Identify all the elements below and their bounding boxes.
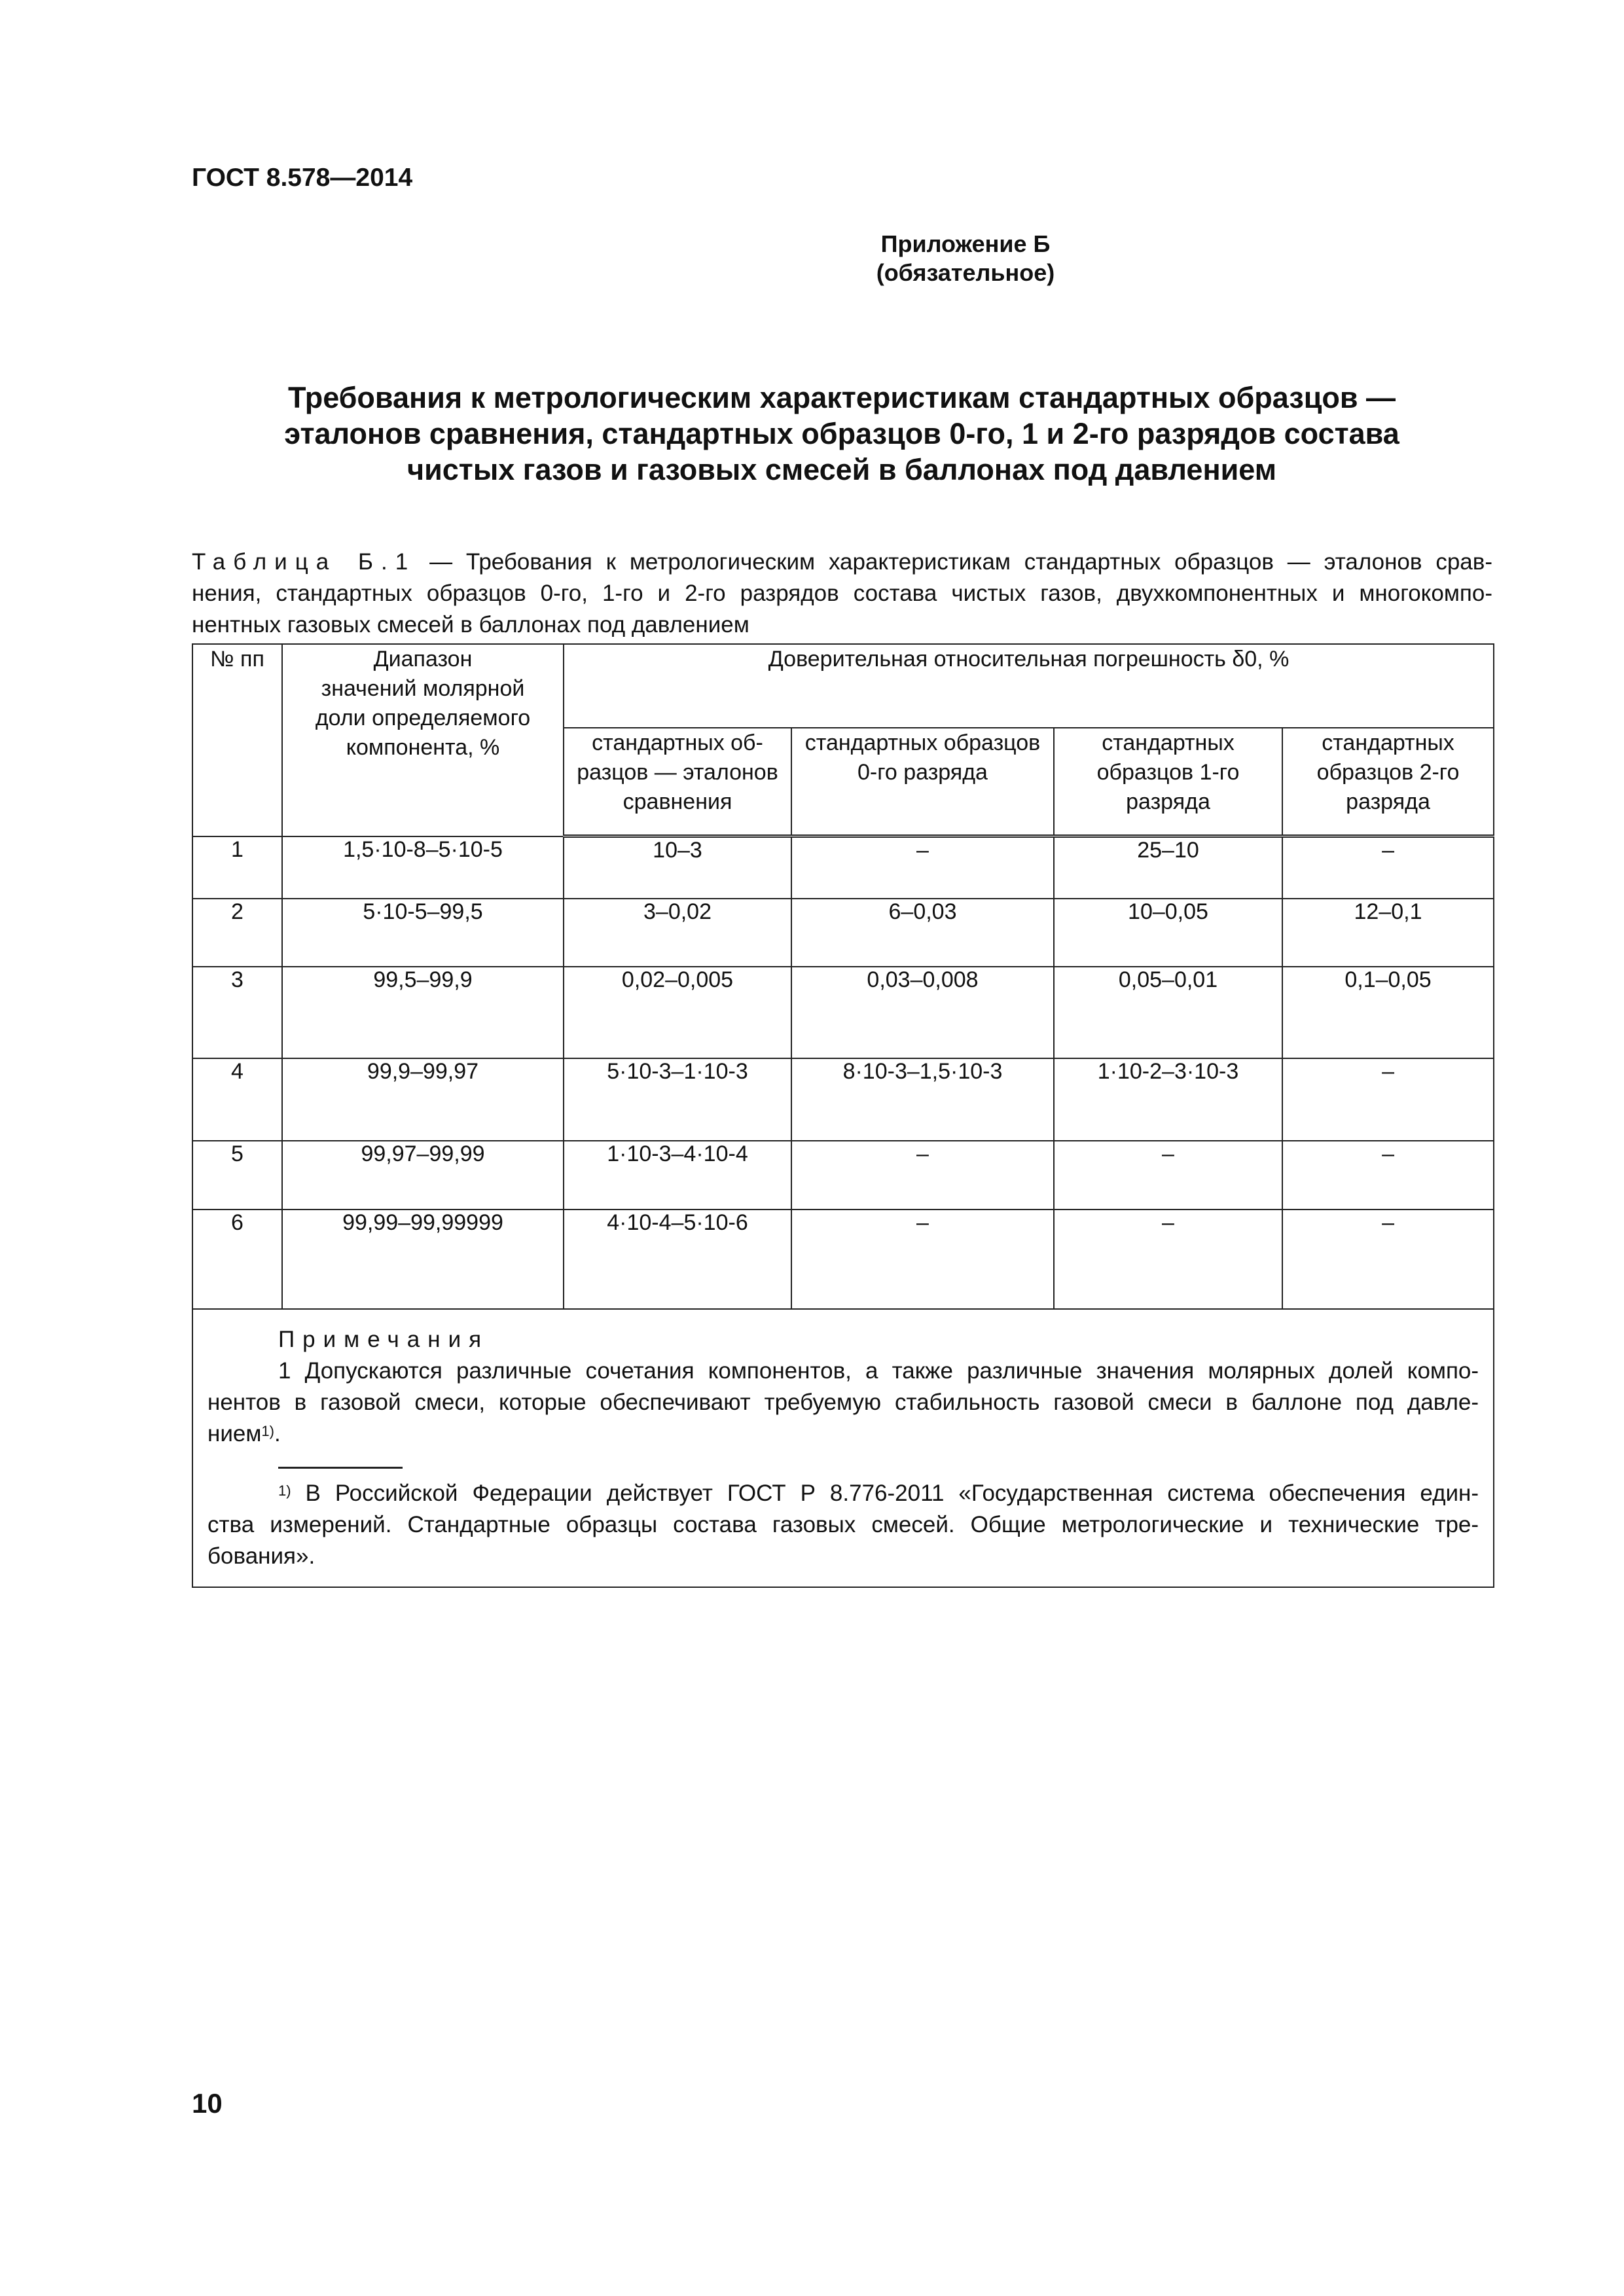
cell-grade-2: – bbox=[1282, 1141, 1494, 1210]
note-1-line: нентов в газовой смеси, которые обеспечивают требуемую стабильность газовой смеси в баллоне под давле- bbox=[208, 1390, 1479, 1415]
header-grade-2-line: разряда bbox=[1346, 789, 1430, 814]
main-title-line: эталонов сравнения, стандартных образцов 0-го, 1 и 2-го разрядов состава bbox=[284, 417, 1399, 450]
appendix-kind: (обязательное) bbox=[876, 259, 1055, 286]
cell-grade-2: – bbox=[1282, 1210, 1494, 1309]
header-grade-2 bbox=[1282, 728, 1494, 836]
cell-grade-2: – bbox=[1282, 1058, 1494, 1141]
cell-grade-0: 0,03–0,008 bbox=[791, 967, 1054, 1058]
cell-grade-1: – bbox=[1054, 1210, 1282, 1309]
cell-grade-2: 0,1–0,05 bbox=[1282, 967, 1494, 1058]
main-title-line: Требования к метрологическим характеристикам стандартных образцов — bbox=[287, 381, 1396, 414]
cell-number: 6 bbox=[192, 1210, 282, 1309]
header-range bbox=[282, 644, 564, 836]
note-1-line: нием bbox=[208, 1421, 262, 1446]
header-range-line: компонента, % bbox=[346, 735, 500, 760]
cell-range: 1,5·10-8–5·10-5 bbox=[282, 836, 564, 899]
table-row bbox=[192, 899, 1494, 967]
table-row bbox=[192, 1210, 1494, 1309]
requirements-table bbox=[192, 643, 1494, 1588]
cell-grade-1: 10–0,05 bbox=[1054, 899, 1282, 967]
header-error: Доверительная относительная погрешность δ0, % bbox=[564, 644, 1494, 728]
cell-grade-1: – bbox=[1054, 1141, 1282, 1210]
cell-grade-0: – bbox=[791, 836, 1054, 899]
footnote-line: бования». bbox=[208, 1543, 316, 1569]
cell-grade-0: 6–0,03 bbox=[791, 899, 1054, 967]
footnote-line: ства измерений. Стандартные образцы состава газовых смесей. Общие метрологические и технические тре- bbox=[208, 1512, 1479, 1537]
table-caption bbox=[192, 547, 1492, 641]
header-grade-1 bbox=[1054, 728, 1282, 836]
header-etalon-line: сравнения bbox=[623, 789, 732, 814]
notes-heading: Примечания bbox=[278, 1327, 490, 1352]
header-range-line: доли определяемого bbox=[315, 706, 531, 730]
table-caption-label: Таблица Б.1 bbox=[192, 549, 416, 575]
header-range-line: значений молярной bbox=[321, 676, 525, 701]
cell-number: 5 bbox=[192, 1141, 282, 1210]
main-title-line: чистых газов и газовых смесей в баллонах под давлением bbox=[406, 453, 1277, 486]
header-grade-1-line: разряда bbox=[1126, 789, 1210, 814]
header-range-line: Диапазон bbox=[373, 647, 473, 672]
cell-grade-1: 25–10 bbox=[1054, 836, 1282, 899]
cell-etalon: 5·10-3–1·10-3 bbox=[564, 1058, 791, 1141]
table-caption-text: нентных газовых смесей в баллонах под давлением bbox=[192, 612, 749, 637]
cell-range: 99,97–99,99 bbox=[282, 1141, 564, 1210]
header-grade-0 bbox=[791, 728, 1054, 836]
cell-range: 5·10-5–99,5 bbox=[282, 899, 564, 967]
header-grade-2-line: образцов 2-го bbox=[1316, 760, 1460, 785]
document-code: ГОСТ 8.578—2014 bbox=[192, 164, 413, 192]
notes-row bbox=[192, 1309, 1494, 1587]
header-grade-1-line: стандартных bbox=[1102, 730, 1235, 755]
cell-grade-0: – bbox=[791, 1141, 1054, 1210]
page-number: 10 bbox=[192, 2088, 223, 2119]
cell-grade-1: 1·10-2–3·10-3 bbox=[1054, 1058, 1282, 1141]
appendix-title: Приложение Б bbox=[880, 230, 1051, 257]
main-title bbox=[192, 380, 1492, 488]
cell-number: 3 bbox=[192, 967, 282, 1058]
cell-grade-1: 0,05–0,01 bbox=[1054, 967, 1282, 1058]
cell-grade-2: 12–0,1 bbox=[1282, 899, 1494, 967]
cell-range: 99,99–99,99999 bbox=[282, 1210, 564, 1309]
cell-etalon: 3–0,02 bbox=[564, 899, 791, 967]
header-etalon bbox=[564, 728, 791, 836]
cell-range: 99,5–99,9 bbox=[282, 967, 564, 1058]
table-caption-text: нения, стандартных образцов 0-го, 1-го и 2-го разрядов состава чистых газов, двухкомпонентных и многокомпо- bbox=[192, 581, 1492, 606]
cell-range: 99,9–99,97 bbox=[282, 1058, 564, 1141]
footnote-mark: 1) bbox=[278, 1482, 291, 1499]
header-grade-1-line: образцов 1-го bbox=[1096, 760, 1240, 785]
cell-etalon: 0,02–0,005 bbox=[564, 967, 791, 1058]
header-number: № пп bbox=[192, 644, 282, 836]
cell-number: 1 bbox=[192, 836, 282, 899]
cell-number: 4 bbox=[192, 1058, 282, 1141]
note-1-line: 1 Допускаются различные сочетания компонентов, а также различные значения молярных долей компо- bbox=[278, 1358, 1479, 1384]
header-grade-2-line: стандартных bbox=[1322, 730, 1454, 755]
table-row bbox=[192, 1058, 1494, 1141]
header-etalon-line: разцов — эталонов bbox=[577, 760, 778, 785]
cell-grade-0: – bbox=[791, 1210, 1054, 1309]
table-row bbox=[192, 967, 1494, 1058]
cell-grade-0: 8·10-3–1,5·10-3 bbox=[791, 1058, 1054, 1141]
table-row bbox=[192, 836, 1494, 899]
header-etalon-line: стандартных об- bbox=[592, 730, 763, 755]
cell-grade-2: – bbox=[1282, 836, 1494, 899]
cell-number: 2 bbox=[192, 899, 282, 967]
notes-cell: Примечания 1 Допускаются различные сочетания компонентов, а также различные значения молярных долей компо- нентов в газовой смеси, которые обеспечивают требуемую стабильность газовой смеси в баллоне под давле- нием$^{1)}$. $^{1)}$ В Российской Федерации действует ГОСТ Р 8.776-2011 «Государственная система обеспечения един- ства измерений. Стандартные образцы состава газовых смесей. Общие метрологические и технические тре- бования». bbox=[192, 1309, 1494, 1587]
footnote-ref: 1) bbox=[261, 1423, 274, 1439]
footnote-divider bbox=[278, 1467, 403, 1469]
footnote-line: В Российской Федерации действует ГОСТ Р 8.776-2011 «Государственная система обеспечения един- bbox=[305, 1480, 1479, 1506]
cell-etalon: 10–3 bbox=[564, 836, 791, 899]
header-grade-0-line: 0-го разряда bbox=[857, 760, 988, 785]
header-grade-0-line: стандартных образцов bbox=[804, 730, 1041, 755]
table-row bbox=[192, 1141, 1494, 1210]
cell-etalon: 4·10-4–5·10-6 bbox=[564, 1210, 791, 1309]
cell-etalon: 1·10-3–4·10-4 bbox=[564, 1141, 791, 1210]
table-caption-text: — Требования к метрологическим характеристикам стандартных образцов — эталонов срав- bbox=[429, 549, 1492, 575]
